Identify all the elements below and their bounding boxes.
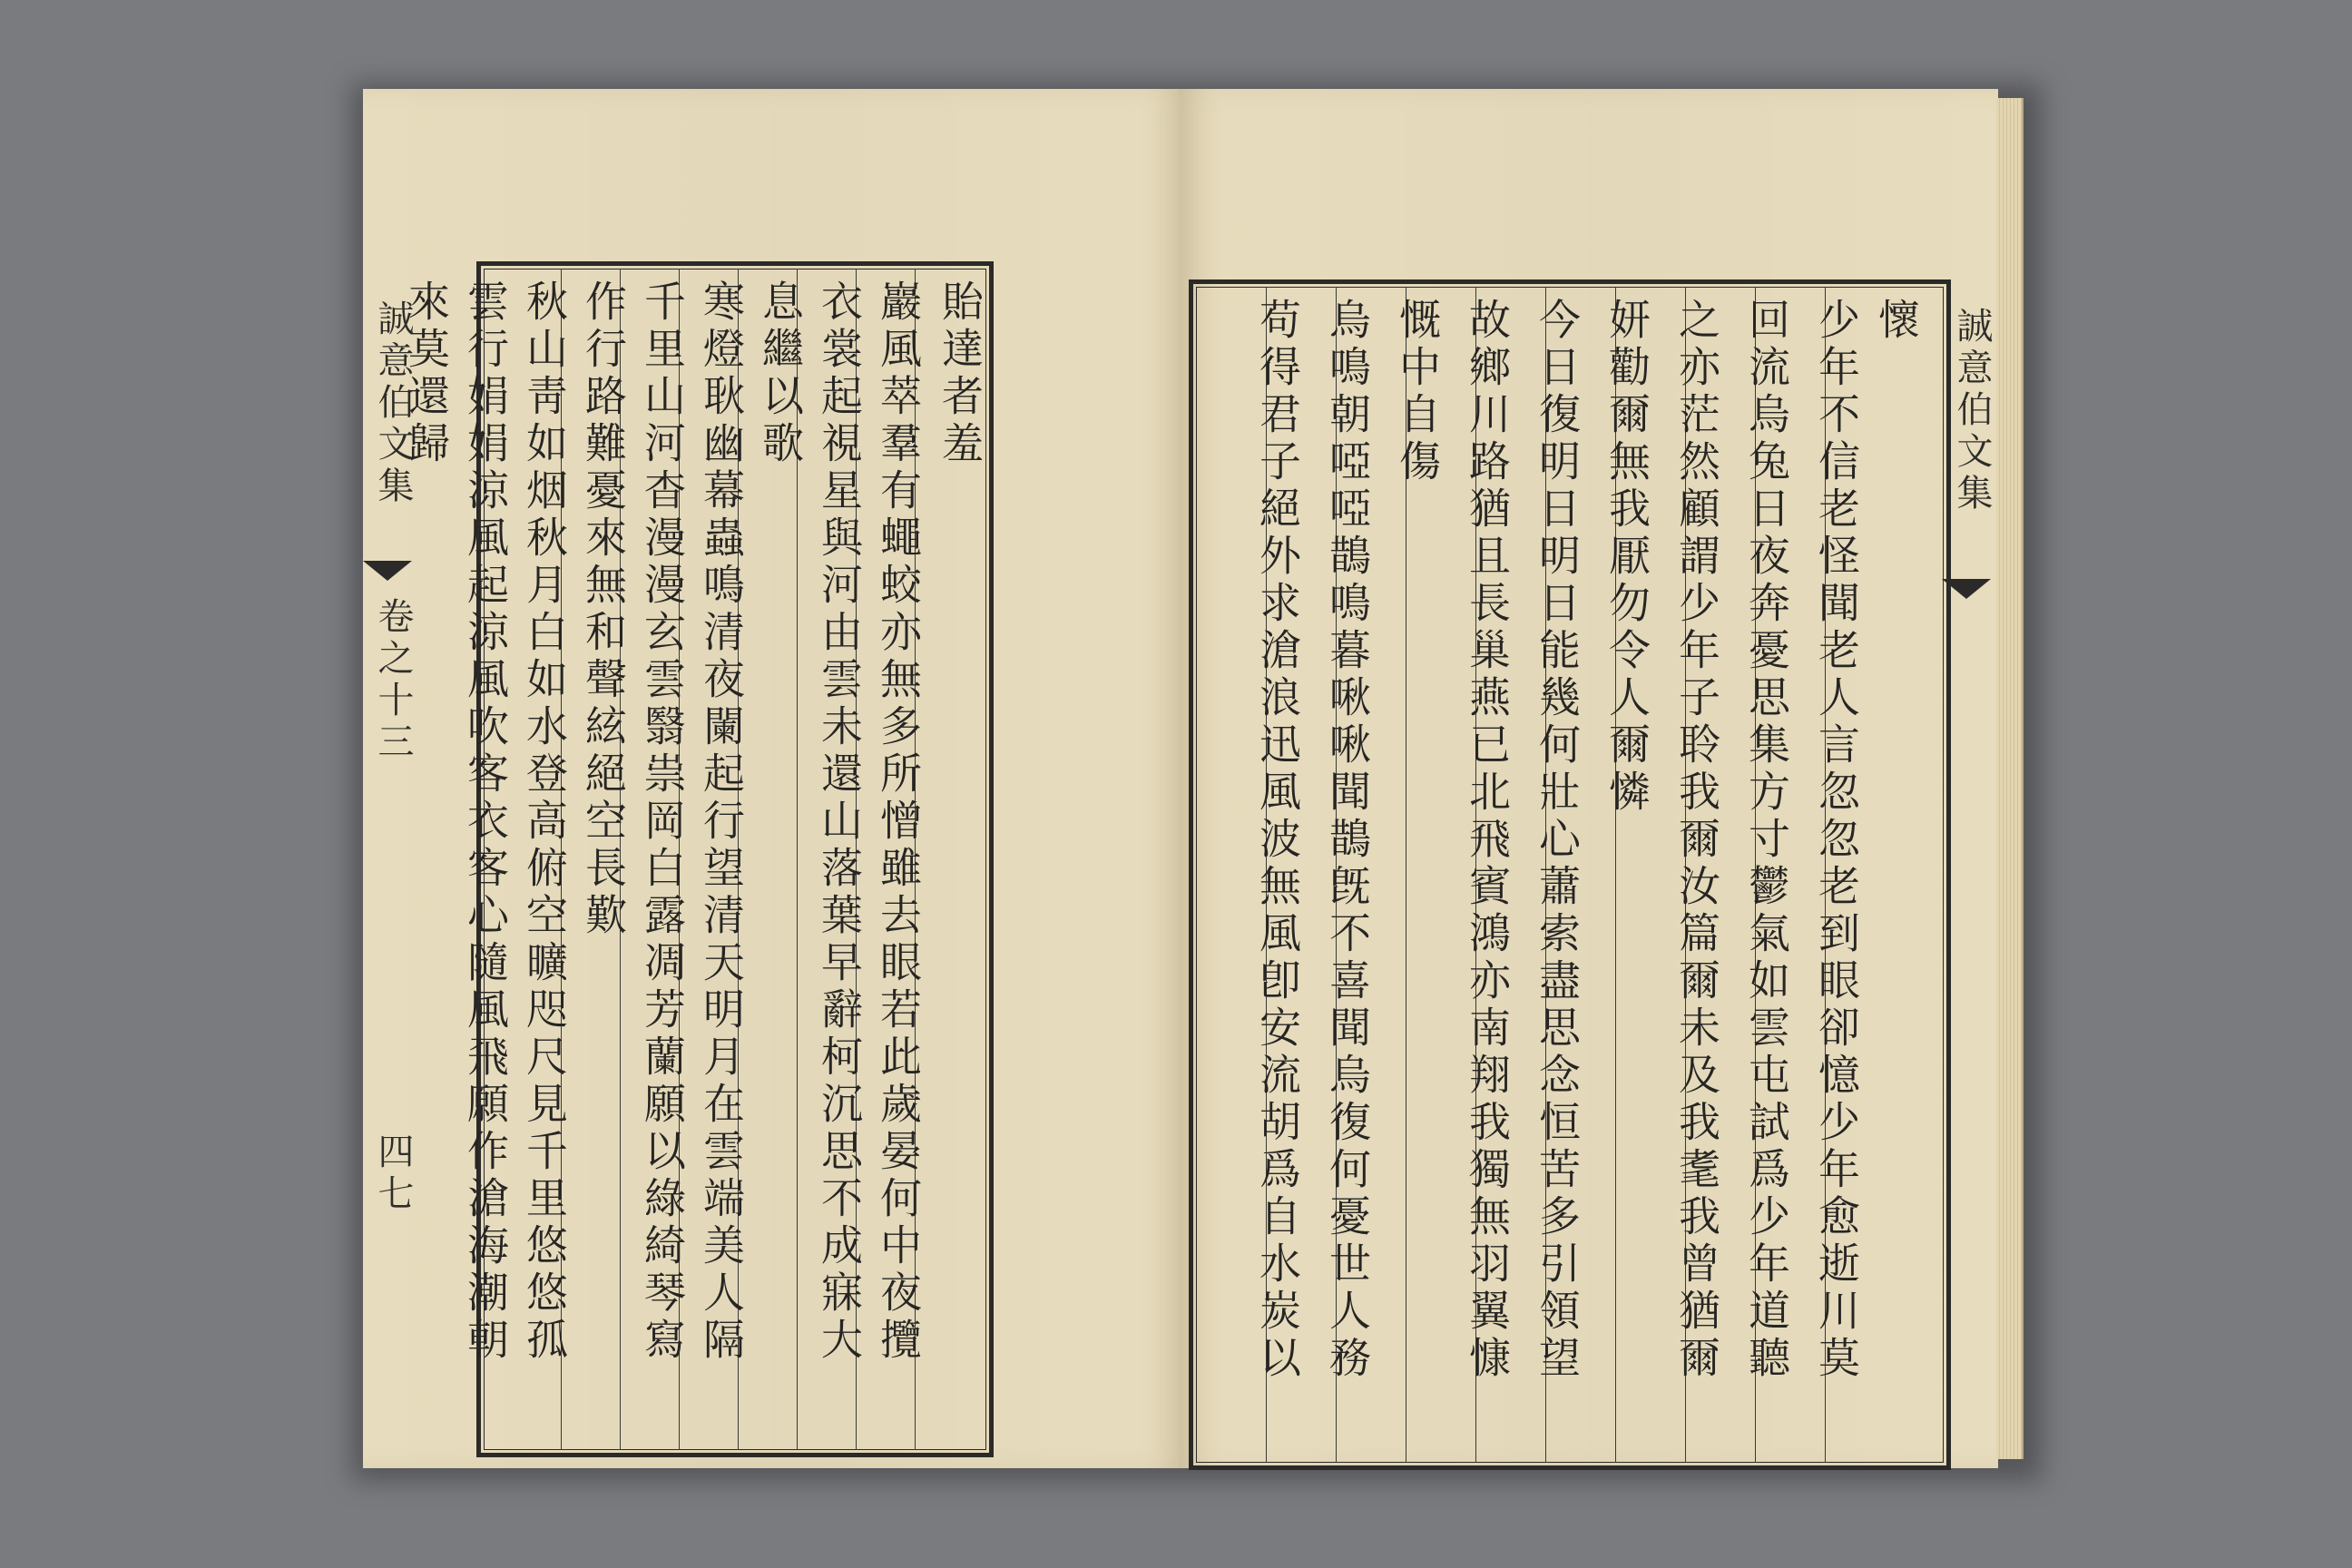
text-column: 苟得君子絕外求滄浪迅風波無風卽安流胡爲自水炭以 (1253, 298, 1302, 1383)
text-column: 來莫還歸 (402, 279, 451, 468)
text-column: 回流烏兔日夜奔憂思集方寸鬱氣如雲屯試爲少年道聽 (1742, 298, 1791, 1383)
text-column: 作行路難憂來無和聲絃絕空長歎 (579, 279, 628, 940)
text-column: 妍勸爾無我厭勿令人爾憐 (1602, 298, 1651, 817)
text-column: 懷 (1872, 298, 1921, 345)
text-column: 秋山靑如烟秋月白如水登高俯空曠咫尺見千里悠悠孤 (520, 279, 569, 1365)
text-column: 衣裳起視星與河由雲未還山落葉早辭柯沉思不成寐大 (815, 279, 864, 1365)
text-column: 故鄉川路猶且長巢燕已北飛賓鴻亦南翔我獨無羽翼慷 (1463, 298, 1512, 1383)
text-column: 貽達者羞 (936, 279, 985, 468)
text-column: 慨中自傷 (1393, 298, 1442, 486)
text-column: 息繼以歌 (756, 279, 805, 468)
text-column: 雲行娟娟涼風起涼風吹客衣客心隨風飛願作滄海潮朝 (461, 279, 510, 1365)
page-edges (1996, 98, 2024, 1459)
left-margin-volume: 卷之十三 (372, 597, 414, 764)
left-margin-title: 誠意伯文集 (372, 299, 414, 508)
right-page (1180, 89, 1998, 1468)
left-margin-page-number: 四七 (372, 1132, 414, 1216)
text-column: 烏鳴朝啞啞鵲鳴暮啾啾聞鵲旣不喜聞烏復何憂世人務 (1323, 298, 1372, 1383)
text-column: 今日復明日明日能幾何壯心蕭索盡思念恒苦多引領望 (1533, 298, 1582, 1383)
text-column: 少年不信老怪聞老人言忽忽老到眼卻憶少年愈逝川莫 (1812, 298, 1861, 1383)
text-column: 寒燈耿幽幕蟲鳴清夜闌起行望清天明月在雲端美人隔 (697, 279, 746, 1365)
left-page (363, 89, 1186, 1468)
fish-tail-mark (363, 561, 412, 581)
text-column: 千里山河杳漫漫玄雲翳祟岡白露凋芳蘭願以綠綺琴寫 (638, 279, 687, 1365)
text-column: 巖風萃羣有蠅蛟亦無多所憎雖去眼若此歲晏何中夜攬 (874, 279, 923, 1365)
text-column: 之亦茫然顧謂少年子聆我爾汝篇爾未及我耄我曾猶爾 (1672, 298, 1721, 1383)
right-margin-title: 誠意伯文集 (1951, 307, 1993, 515)
